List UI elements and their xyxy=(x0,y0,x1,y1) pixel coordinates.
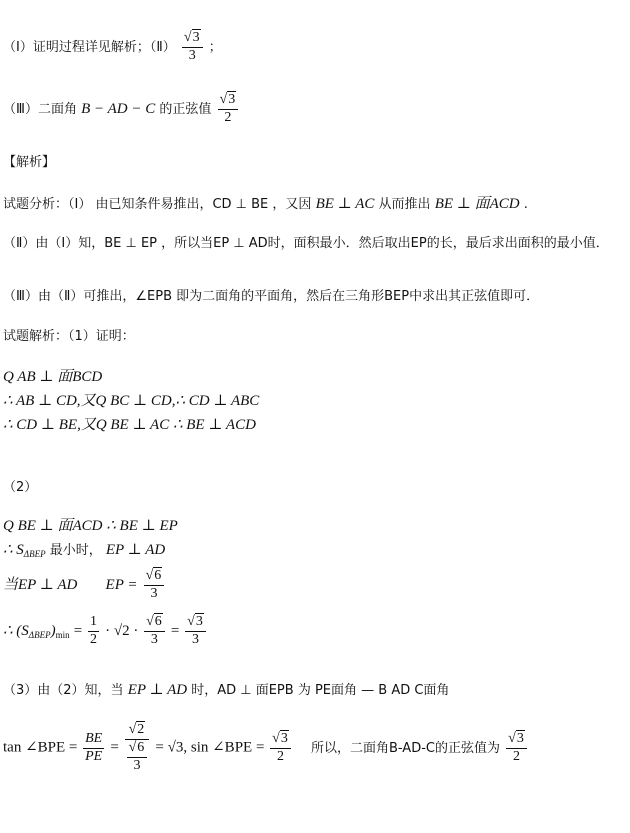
proof-line: ∴ AB ⊥ CD,又Q BC ⊥ CD,∴ CD ⊥ ABC xyxy=(3,393,260,409)
proof2-line-1: Q BE ⊥ 面ACD ∴ BE ⊥ EP xyxy=(3,518,178,534)
part2-label: （2） xyxy=(3,480,38,495)
answer-text: （Ⅰ）证明过程详见解析；（Ⅱ） xyxy=(3,39,176,55)
analysis-paragraph-3: （Ⅲ）由（Ⅱ）可推出，∠EPB 即为二面角的平面角，然后在三角形BEP中求出其正弦值即可． xyxy=(3,289,540,304)
analysis-paragraph-2: （Ⅱ）由（Ⅰ）知，BE ⊥ EP ，所以当EP ⊥ AD时，面积最小．然后取出EP的长，最后求出面积的最小值． xyxy=(3,236,609,251)
analysis-paragraph-1: 试题分析：（Ⅰ） 由已知条件易推出，CD ⊥ BE ，又因 BE ⊥ AC 从而推出 BE ⊥ 面ACD . xyxy=(3,196,528,212)
answer-line-2: （Ⅲ）二面角 B − AD − C 的正弦值 $\frac{√3}{2}$ xyxy=(3,92,240,127)
fraction: $\frac{√3}{3}$ xyxy=(182,30,203,65)
proof2-line-2: ∴ $S_{\Delta BEP}$ 最小时， EP ⊥ AD xyxy=(3,542,166,559)
solution-header: 试题解析：（1）证明： xyxy=(3,329,135,344)
part3-line-2: tan ∠BPE = $\frac{BE}{PE}$ = $\frac{√2}{\frac{√6}{3}}$ = √3, sin ∠BPE = $\frac{√3}{2}$ 所以，二面角B-AD-C的正弦值为 $\frac{√3}{2}$ xyxy=(3,722,529,774)
proof-line: Q AB ⊥ 面BCD xyxy=(3,369,103,385)
math-expr: B − AD − C xyxy=(81,100,156,117)
proof2-line-3: 当EP ⊥ AD EP = $\frac{√6}{3}$ xyxy=(3,568,166,603)
proof-line: ∴ CD ⊥ BE,又Q BE ⊥ AC ∴ BE ⊥ ACD xyxy=(3,417,256,433)
part3-line-1: （3）由（2）知，当 EP ⊥ AD 时，AD ⊥ 面EPB 为 PE面角 — B AD C面角 xyxy=(3,682,450,698)
fraction: $\frac{√3}{2}$ xyxy=(218,92,239,127)
analysis-header: 【解析】 xyxy=(3,155,56,170)
answer-line-1: （Ⅰ）证明过程详见解析；（Ⅱ） $\frac{√3}{3}$ ； xyxy=(3,30,222,63)
proof2-line-4: ∴ $(S_{\Delta BEP})_{min}$ = $\frac{1}{2}$ · √2 · $\frac{√6}{3}$ = $\frac{√3}{3}$ xyxy=(3,614,208,649)
fraction: $\frac{√6}{3}$ xyxy=(144,568,165,603)
